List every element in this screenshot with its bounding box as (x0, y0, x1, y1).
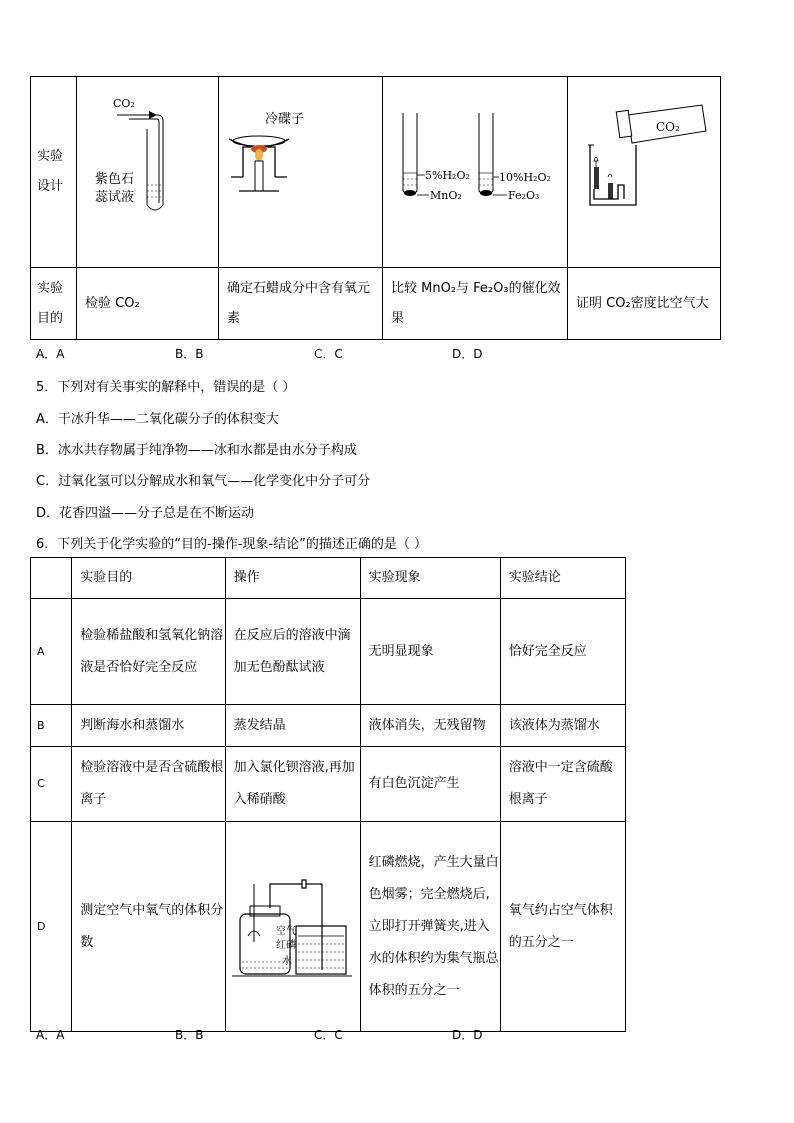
q6-row-a-conclusion: 恰好完全反应 (500, 599, 625, 705)
q4-option-c[interactable]: C．C (314, 347, 343, 361)
fig-c-right-catalyst-label: Fe₂O₃ (508, 189, 540, 202)
q6-option-a[interactable]: A．A (36, 1028, 65, 1042)
q5-option-d[interactable]: D．花香四溢——分子总是在不断运动 (36, 506, 255, 521)
q6-header-purpose: 实验目的 (72, 558, 225, 599)
q6-row-c-operation: 加入氯化钡溶液,再加入稀硝酸 (225, 747, 360, 822)
figure-cell-d (568, 77, 721, 268)
experiment-design-table (30, 76, 721, 340)
oxygen-measurement-figure (226, 822, 360, 1018)
q4-option-d[interactable]: D．D (452, 347, 483, 361)
q5-option-a[interactable]: A．干冰升华——二氧化碳分子的体积变大 (36, 412, 279, 427)
fig-c-left-catalyst-label: MnO₂ (430, 189, 462, 202)
co2-density-figure (568, 77, 720, 263)
q6-row-c (31, 747, 626, 822)
fig-water-label: 水 (281, 956, 292, 967)
purpose-a: 检验 CO₂ (77, 268, 219, 340)
q6-row-a-label: A (31, 599, 72, 705)
q6-header-conclusion: 实验结论 (500, 558, 625, 599)
q6-row-b-phenomenon: 液体消失，无残留物 (360, 705, 500, 747)
row-label-design: 实验设计 (31, 77, 77, 268)
q6-option-b[interactable]: B．B (175, 1028, 204, 1042)
q6-option-c[interactable]: C．C (314, 1028, 343, 1042)
q6-row-d-phenomenon: 红磷燃烧，产生大量白色烟雾；完全燃烧后,立即打开弹簧夹,进入水的体积约为集气瓶总体积的五分之一 (360, 822, 500, 1032)
purpose-c: 比较 MnO₂与 Fe₂O₃的催化效果 (383, 268, 568, 340)
q5-option-c[interactable]: C．过氧化氢可以分解成水和氧气——化学变化中分子可分 (36, 474, 371, 489)
q6-row-c-conclusion: 溶液中一定含硫酸根离子 (500, 747, 625, 822)
q6-row-a-phenomenon: 无明显现象 (360, 599, 500, 705)
q6-row-b (31, 705, 626, 747)
q6-table (30, 557, 626, 1032)
catalyst-comparison-figure (383, 77, 567, 263)
q6-row-c-label: C (31, 747, 72, 822)
q6-header-operation: 操作 (225, 558, 360, 599)
q4-option-b[interactable]: B．B (175, 347, 204, 361)
q6-row-c-phenomenon: 有白色沉淀产生 (360, 747, 500, 822)
q6-row-b-label: B (31, 705, 72, 747)
q6-header-phenomenon: 实验现象 (360, 558, 500, 599)
q4-option-a[interactable]: A．A (36, 347, 65, 361)
figure-cell-c (383, 77, 568, 268)
fig-d-gas-label: CO₂ (656, 120, 680, 134)
fig-a-gas-label: CO₂ (113, 97, 135, 110)
q6-row-c-purpose: 检验溶液中是否含硫酸根离子 (72, 747, 225, 822)
fig-a-reagent-label-1: 紫色石 (95, 172, 135, 187)
q6-row-a-operation: 在反应后的溶液中滴加无色酚酞试液 (225, 599, 360, 705)
q6-row-d-purpose: 测定空气中氧气的体积分数 (72, 822, 225, 1032)
q6-option-d[interactable]: D．D (452, 1028, 483, 1042)
fig-air-label: 空气 (275, 926, 296, 937)
figure-cell-b (219, 77, 383, 268)
figure-cell-a (77, 77, 219, 268)
purpose-b: 确定石蜡成分中含有氧元素 (219, 268, 383, 340)
q6-row-d-operation (225, 822, 360, 1032)
fig-c-left-solution-label: 5%H₂O₂ (425, 169, 470, 182)
q6-row-d-conclusion: 氧气约占空气体积的五分之一 (500, 822, 625, 1032)
q5-option-b[interactable]: B．冰水共存物属于纯净物——冰和水都是由水分子构成 (36, 443, 357, 458)
q6-row-a (31, 599, 626, 705)
row-label-purpose: 实验目的 (31, 268, 77, 340)
fig-b-dish-label: 冷碟子 (265, 112, 305, 127)
fig-a-reagent-label-2: 蕊试液 (95, 190, 135, 205)
fig-c-right-solution-label: 10%H₂O₂ (499, 171, 551, 184)
q6-row-d (31, 822, 626, 1032)
q6-row-d-label: D (31, 822, 72, 1032)
fig-phosphorus-label: 红磷 (275, 940, 296, 951)
co2-litmus-test-figure (77, 77, 218, 263)
candle-cold-dish-figure (219, 77, 382, 263)
q6-row-b-conclusion: 该液体为蒸馏水 (500, 705, 625, 747)
q6-row-b-operation: 蒸发结晶 (225, 705, 360, 747)
q6-stem: 6．下列关于化学实验的“目的-操作-现象-结论”的描述正确的是（ ） (36, 537, 427, 552)
q6-row-b-purpose: 判断海水和蒸馏水 (72, 705, 225, 747)
purpose-d: 证明 CO₂密度比空气大 (568, 268, 721, 340)
q6-row-a-purpose: 检验稀盐酸和氢氧化钠溶液是否恰好完全反应 (72, 599, 225, 705)
q6-header-blank (31, 558, 72, 599)
q5-stem: 5．下列对有关事实的解释中，错误的是（ ） (36, 380, 296, 395)
